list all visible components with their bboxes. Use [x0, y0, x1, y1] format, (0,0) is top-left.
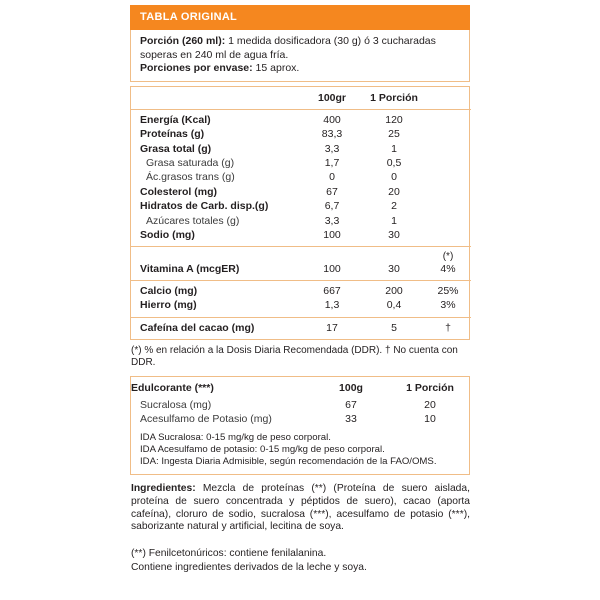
row-name: Azúcares totales (g) [146, 214, 240, 227]
nutrition-facts-box [130, 86, 470, 340]
row-name: Colesterol (mg) [140, 185, 218, 198]
row-value-pct: † [445, 321, 451, 334]
row-value-pct [425, 185, 471, 199]
row-value-100gr: 100 [323, 228, 341, 241]
star-blank-b [301, 247, 363, 263]
row-value-pct [425, 156, 471, 170]
table-row [131, 128, 471, 142]
row-value-portion: 0,4 [386, 299, 402, 312]
row-name: Grasa total (g) [140, 142, 212, 155]
row-value-portion: 20 [388, 185, 400, 198]
table-row [131, 280, 471, 298]
nutrition-header-blank [131, 87, 301, 110]
table-row [131, 228, 471, 246]
ida-notes [131, 427, 469, 474]
row-value-100gr: 3,3 [324, 214, 340, 227]
sweetener-box [130, 376, 470, 475]
pct-column-note-row [131, 247, 471, 263]
star-blank-c [363, 247, 425, 263]
table-row [131, 214, 471, 228]
sweetener-header-name: Edulcorante (***) [131, 381, 214, 394]
row-value-pct [425, 228, 471, 246]
row-value-100gr: 1,3 [324, 299, 340, 312]
table-row [131, 171, 471, 185]
table-row [131, 398, 469, 412]
row-value-portion: 2 [391, 200, 397, 213]
row-value-pct: 25% [437, 284, 459, 297]
table-row [131, 412, 469, 426]
row-value-pct [425, 142, 471, 156]
row-value-portion: 1 [391, 142, 397, 155]
label-title: TABLA ORIGINAL [140, 11, 238, 23]
table-row [131, 262, 471, 280]
nutrition-label [130, 5, 470, 574]
row-name: Sodio (mg) [140, 228, 195, 241]
row-name: Acesulfamo de Potasio (mg) [140, 412, 272, 425]
row-name: Sucralosa (mg) [140, 398, 212, 411]
row-value-pct [425, 128, 471, 142]
row-value-100gr: 400 [323, 113, 341, 126]
row-value-100gr: 1,7 [324, 156, 340, 169]
row-name: Hidratos de Carb. disp.(g) [140, 200, 269, 213]
ingredients-label: Ingredientes: [131, 482, 196, 494]
row-value-pct: 3% [440, 299, 456, 312]
nutrition-header-portion: 1 Porción [370, 91, 418, 104]
row-value-100gr: 83,3 [321, 128, 343, 141]
row-value-pct [425, 171, 471, 185]
row-value-portion: 25 [388, 128, 400, 141]
row-name: Ác.grasos trans (g) [146, 171, 235, 184]
table-row [131, 109, 471, 127]
row-value-100gr: 67 [326, 185, 338, 198]
row-value-pct [425, 200, 471, 214]
table-row [131, 142, 471, 156]
ida-line: IDA Acesulfamo de potasio: 0-15 mg/kg de peso corporal. [140, 443, 385, 455]
sweetener-table [131, 377, 469, 427]
portion-line [140, 35, 461, 62]
portion-info-box [130, 30, 470, 82]
nutrition-table [131, 87, 471, 339]
row-value-100g: 67 [345, 398, 357, 411]
table-row [131, 156, 471, 170]
portion-label: Porción (260 ml): [140, 35, 226, 47]
servings-label: Porciones por envase: [140, 62, 253, 75]
row-value-100gr: 0 [329, 171, 335, 184]
portion-value: 1 medida dosificadora (30 g) ó 3 cucharadas soperas en 240 ml de agua fría. [140, 35, 436, 61]
table-row [131, 185, 471, 199]
row-value-100gr: 6,7 [324, 200, 340, 213]
star-blank-a [131, 247, 301, 263]
row-value-portion: 120 [385, 113, 403, 126]
sweetener-header-100g: 100g [339, 381, 363, 394]
row-name: Cafeína del cacao (mg) [140, 321, 255, 334]
row-name: Hierro (mg) [140, 299, 197, 312]
row-name: Energía (Kcal) [140, 113, 211, 126]
allergen-block [130, 534, 470, 574]
table-row [131, 299, 471, 317]
servings-line [140, 62, 461, 76]
row-value-portion: 30 [388, 228, 400, 241]
ddr-footnote: (*) % en relación a la Dosis Diaria Recomendada (DDR). † No cuenta con DDR. [131, 344, 458, 369]
row-value-portion: 30 [388, 262, 400, 275]
label-title-bar [130, 5, 470, 30]
ingredients-text: Mezcla de proteínas (**) (Proteína de suero aislada, proteína de suero concentrada y péptidos de suero), cacao (aporta cafeína), cloruro de sodio, sucralosa (***), acesulfamo de potasio (***), saborizante natural y artificial, lecitina de soya. [131, 482, 470, 533]
row-value-100g: 33 [345, 412, 357, 425]
nutrition-header-row [131, 87, 471, 110]
ingredients-block [130, 475, 470, 535]
row-value-portion: 20 [424, 398, 436, 411]
row-value-pct [425, 214, 471, 228]
sweetener-header-row [131, 377, 469, 398]
row-value-100gr: 17 [326, 321, 338, 334]
row-value-portion: 1 [391, 214, 397, 227]
table-row [131, 317, 471, 339]
row-value-portion: 10 [424, 412, 436, 425]
nutrition-header-100gr: 100gr [317, 91, 347, 104]
table-row [131, 200, 471, 214]
row-value-portion: 0 [391, 171, 397, 184]
row-name: Vitamina A (mcgER) [140, 262, 240, 275]
row-name: Grasa saturada (g) [146, 156, 235, 169]
row-value-100gr: 100 [323, 262, 341, 275]
servings-value: 15 aprox. [252, 62, 300, 75]
milk-soy-note: Contiene ingredientes derivados de la leche y soya. [131, 561, 367, 573]
row-name: Calcio (mg) [140, 284, 198, 297]
row-value-100gr: 3,3 [324, 142, 340, 155]
pct-column-note: (*) [442, 251, 454, 263]
ida-line: IDA: Ingesta Diaria Admisible, según recomendación de la FAO/OMS. [140, 456, 437, 468]
ida-line: IDA Sucralosa: 0-15 mg/kg de peso corporal. [140, 431, 331, 443]
row-value-portion: 200 [385, 284, 403, 297]
row-value-portion: 0,5 [386, 156, 402, 169]
phenylketonurics-note: (**) Fenilcetonúricos: contiene fenilalanina. [131, 548, 327, 560]
nutrition-header-pct [425, 87, 471, 110]
sweetener-header-portion: 1 Porción [406, 381, 454, 394]
row-value-pct: 4% [440, 262, 456, 275]
row-name: Proteínas (g) [140, 128, 205, 141]
row-value-portion: 5 [391, 321, 397, 334]
row-value-100gr: 667 [323, 284, 341, 297]
row-value-pct [425, 109, 471, 127]
